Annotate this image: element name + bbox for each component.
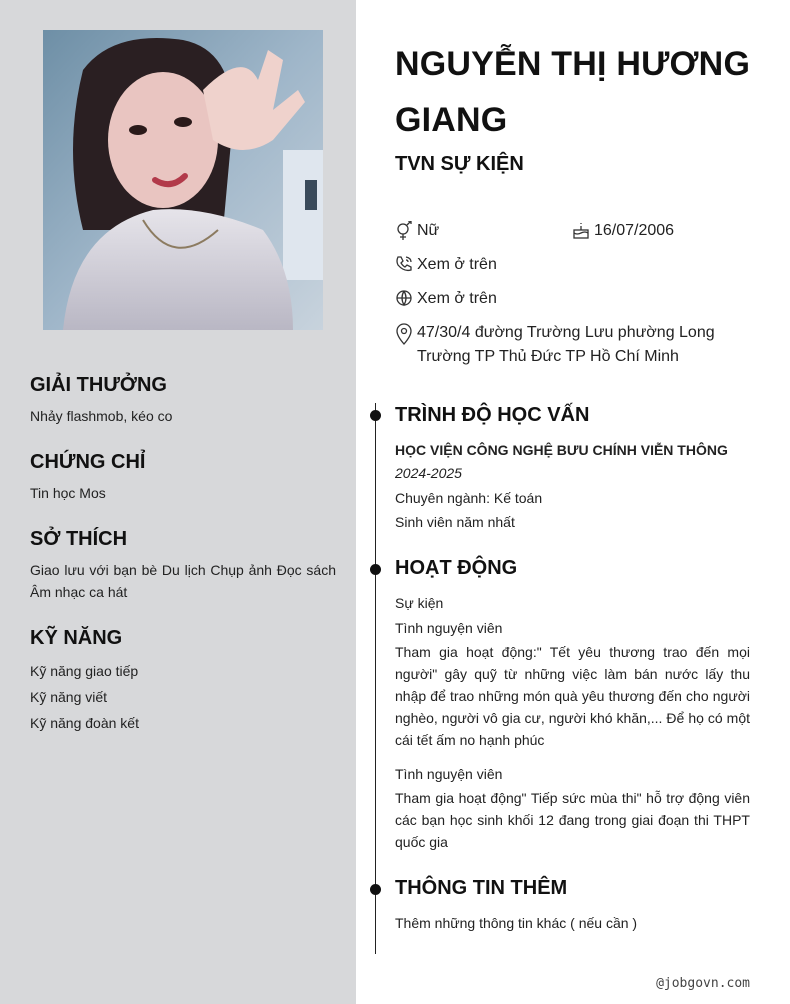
additional-text: Thêm những thông tin khác ( nếu cần ) (395, 915, 638, 931)
address-value: 47/30/4 đường Trường Lưu phường Long Trường TP Thủ Đức TP Hồ Chí Minh (417, 324, 715, 365)
skill-item: Kỹ năng đoàn kết (30, 715, 139, 731)
skill-item: Kỹ năng giao tiếp (30, 663, 139, 679)
education-years: 2024-2025 (395, 465, 462, 481)
education-title: TRÌNH ĐỘ HỌC VẤN (395, 404, 590, 426)
birthdate-value: 16/07/2006 (594, 222, 675, 239)
activity-description: Tham gia hoạt động" Tiếp sức mùa thi" hỗ trợ động viên các bạn học sinh khối 12 đang trong giai đoạn thi THPT quốc gia (395, 790, 750, 850)
awards-text: Nhảy flashmob, kéo co (30, 408, 173, 424)
timeline-line (375, 403, 376, 954)
hobbies-title: SỞ THÍCH (30, 528, 128, 550)
timeline-dot (370, 564, 381, 575)
cake-icon (572, 221, 590, 239)
globe-icon (395, 289, 413, 307)
certificates-section (30, 450, 336, 504)
hobbies-text: Giao lưu với bạn bè Du lịch Chụp ảnh Đọc sách Âm nhạc ca hát (30, 562, 336, 600)
activity-description: Tham gia hoạt động:" Tết yêu thương trao đến mọi người" gây quỹ từ những việc làm bán nước lấy thu nhập để trao những món quà yêu thương đến cho người nghèo, người vô gia cư, người khó khăn,... Để họ có một cái tết ấm no hạnh phúc (395, 644, 750, 748)
gender-icon (395, 221, 413, 241)
gender-row (395, 219, 439, 243)
certificates-text: Tin học Mos (30, 485, 106, 501)
education-school: HỌC VIỆN CÔNG NGHỆ BƯU CHÍNH VIỄN THÔNG (395, 442, 728, 458)
full-name: NGUYỄN THỊ HƯƠNG GIANG (395, 45, 751, 139)
timeline-dot (370, 884, 381, 895)
map-pin-icon (395, 323, 413, 345)
hobbies-section (30, 527, 336, 603)
phone-value: Xem ở trên (417, 256, 497, 273)
education-major: Chuyên ngành: Kế toán (395, 490, 543, 506)
activities-category: Sự kiện (395, 595, 444, 611)
skills-title: KỸ NĂNG (30, 627, 123, 649)
awards-title: GIẢI THƯỞNG (30, 374, 167, 396)
birthdate-row (572, 219, 674, 243)
additional-title: THÔNG TIN THÊM (395, 877, 568, 899)
activity-role: Tình nguyện viên (395, 766, 503, 782)
education-level: Sinh viên năm nhất (395, 514, 515, 530)
gender-value: Nữ (417, 222, 440, 239)
website-value: Xem ở trên (417, 290, 497, 307)
certificates-title: CHỨNG CHỈ (30, 451, 146, 473)
awards-section (30, 373, 336, 427)
phone-icon (395, 255, 413, 273)
skill-item: Kỹ năng viết (30, 689, 108, 705)
timeline-dot (370, 410, 381, 421)
address-row (395, 321, 735, 369)
website-row (395, 287, 497, 311)
phone-row (395, 253, 497, 277)
watermark: @jobgovn.com (656, 976, 750, 991)
activities-title: HOẠT ĐỘNG (395, 557, 518, 579)
skills-section (30, 626, 336, 736)
sidebar (0, 0, 356, 1004)
activity-role: Tình nguyện viên (395, 620, 503, 636)
profile-photo (43, 30, 323, 330)
job-title: TVN SỰ KIỆN (395, 153, 524, 175)
